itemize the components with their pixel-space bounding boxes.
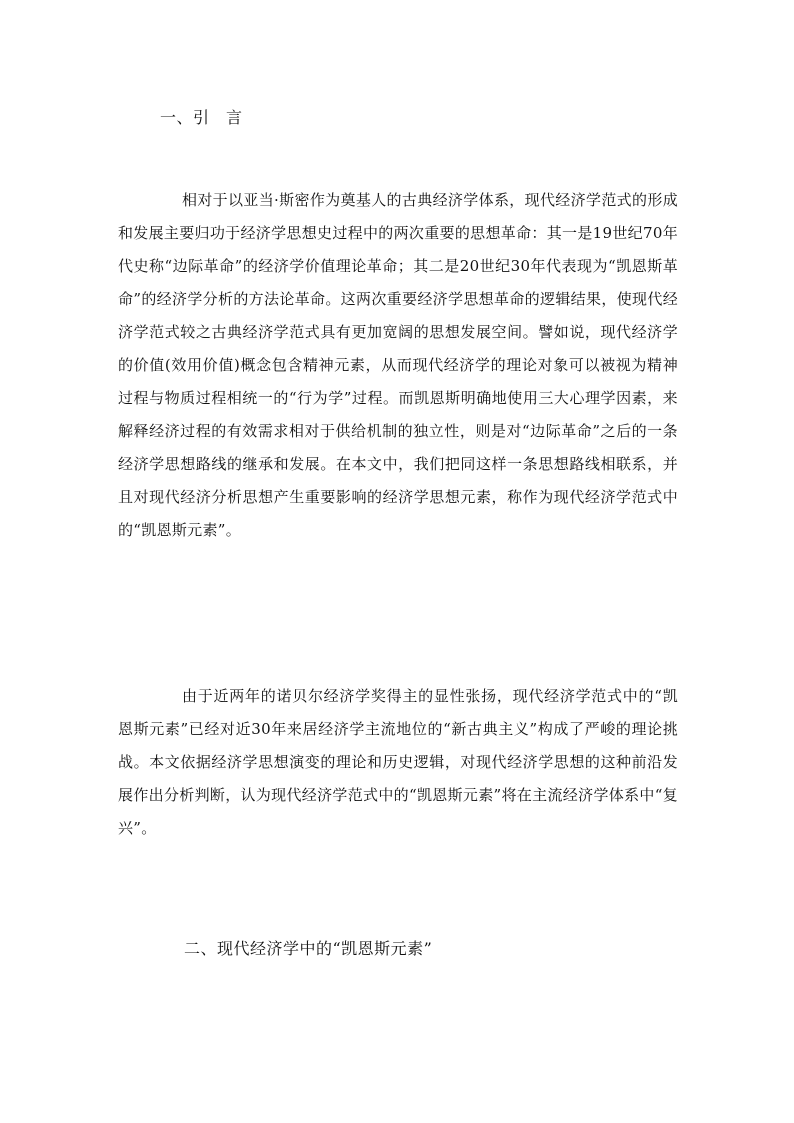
body-paragraph-1: 相对于以亚当·斯密作为奠基人的古典经济学体系，现代经济学范式的形成和发展主要归功于经济学思想史过程中的两次重要的思想革命：其一是19世纪70年代史称“边际革命”的经济学价值理论革命；其二是20世纪30年代表现为“凯恩斯革命”的经济学分析的方法论革命。这两次重要经济学思想革命的逻辑结果，使现代经济学范式较之古典经济学范式具有更加宽阔的思想发展空间。譬如说，现代经济学的价值(效用价值)概念包含精神元素，从而现代经济学的理论对象可以被视为精神过程与物质过程相统一的“行为学”过程。而凯恩斯明确地使用三大心理学因素，来解释经济过程的有效需求相对于供给机制的独立性，则是对“边际革命”之后的一条经济学思想路线的继承和发展。在本文中，我们把同这样一条思想路线相联系，并且对现代经济分析思想产生重要影响的经济学思想元素，称作为现代经济学范式中的“凯恩斯元素”。	[118, 191, 678, 539]
section-heading-keynesian-elements: 二、现代经济学中的“凯恩斯元素”	[184, 939, 433, 958]
section-heading-introduction: 一、引 言	[160, 108, 243, 127]
body-paragraph-2: 由于近两年的诺贝尔经济学奖得主的显性张扬，现代经济学范式中的“凯恩斯元素”已经对近30年来居经济学主流地位的“新古典主义”构成了严峻的理论挑战。本文依据经济学思想演变的理论和历史逻辑，对现代经济学思想的这种前沿发展作出分析判断，认为现代经济学范式中的“凯恩斯元素”将在主流经济学体系中“复兴”。	[118, 687, 678, 837]
